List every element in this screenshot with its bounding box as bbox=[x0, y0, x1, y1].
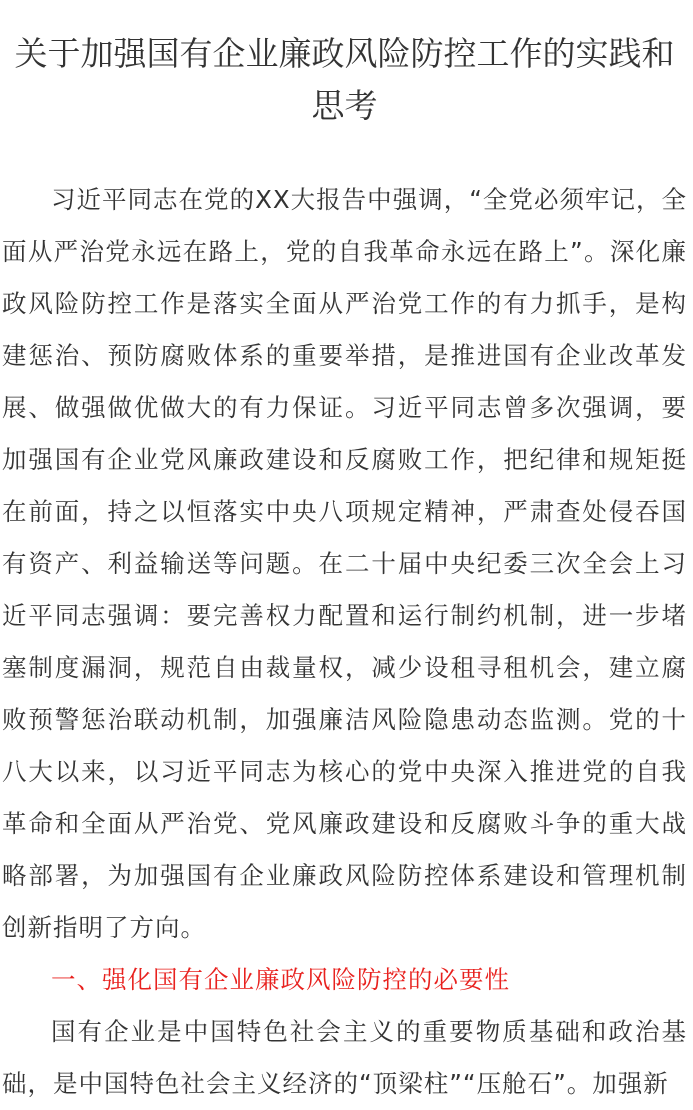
article-title: 关于加强国有企业廉政风险防控工作的实践和思考 bbox=[14, 34, 675, 125]
article-body bbox=[2, 174, 687, 1110]
section-heading: 一、强化国有企业廉政风险防控的必要性 bbox=[51, 965, 510, 994]
paragraph-section-1: 国有企业是中国特色社会主义的重要物质基础和政治基础，是中国特色社会主义经济的“顶梁柱”“压舱石”。加强新 bbox=[2, 1017, 687, 1098]
paragraph-intro: 习近平同志在党的XX大报告中强调，“全党必须牢记，全面从严治党永远在路上，党的自我革命永远在路上”。深化廉政风险防控工作是落实全面从严治党工作的有力抓手，是构建惩治、预防腐败体系的重要举措，是推进国有企业改革发展、做强做优做大的有力保证。习近平同志曾多次强调，要加强国有企业党风廉政建设和反腐败工作，把纪律和规矩挺在前面，持之以恒落实中央八项规定精神，严肃查处侵吞国有资产、利益输送等问题。在二十届中央纪委三次全会上习近平同志强调：要完善权力配置和运行制约机制，进一步堵塞制度漏洞，规范自由裁量权，减少设租寻租机会，建立腐败预警惩治联动机制，加强廉洁风险隐患动态监测。党的十八大以来，以习近平同志为核心的党中央深入推进党的自我革命和全面从严治党、党风廉政建设和反腐败斗争的重大战略部署，为加强国有企业廉政风险防控体系建设和管理机制创新指明了方向。 bbox=[2, 185, 687, 942]
